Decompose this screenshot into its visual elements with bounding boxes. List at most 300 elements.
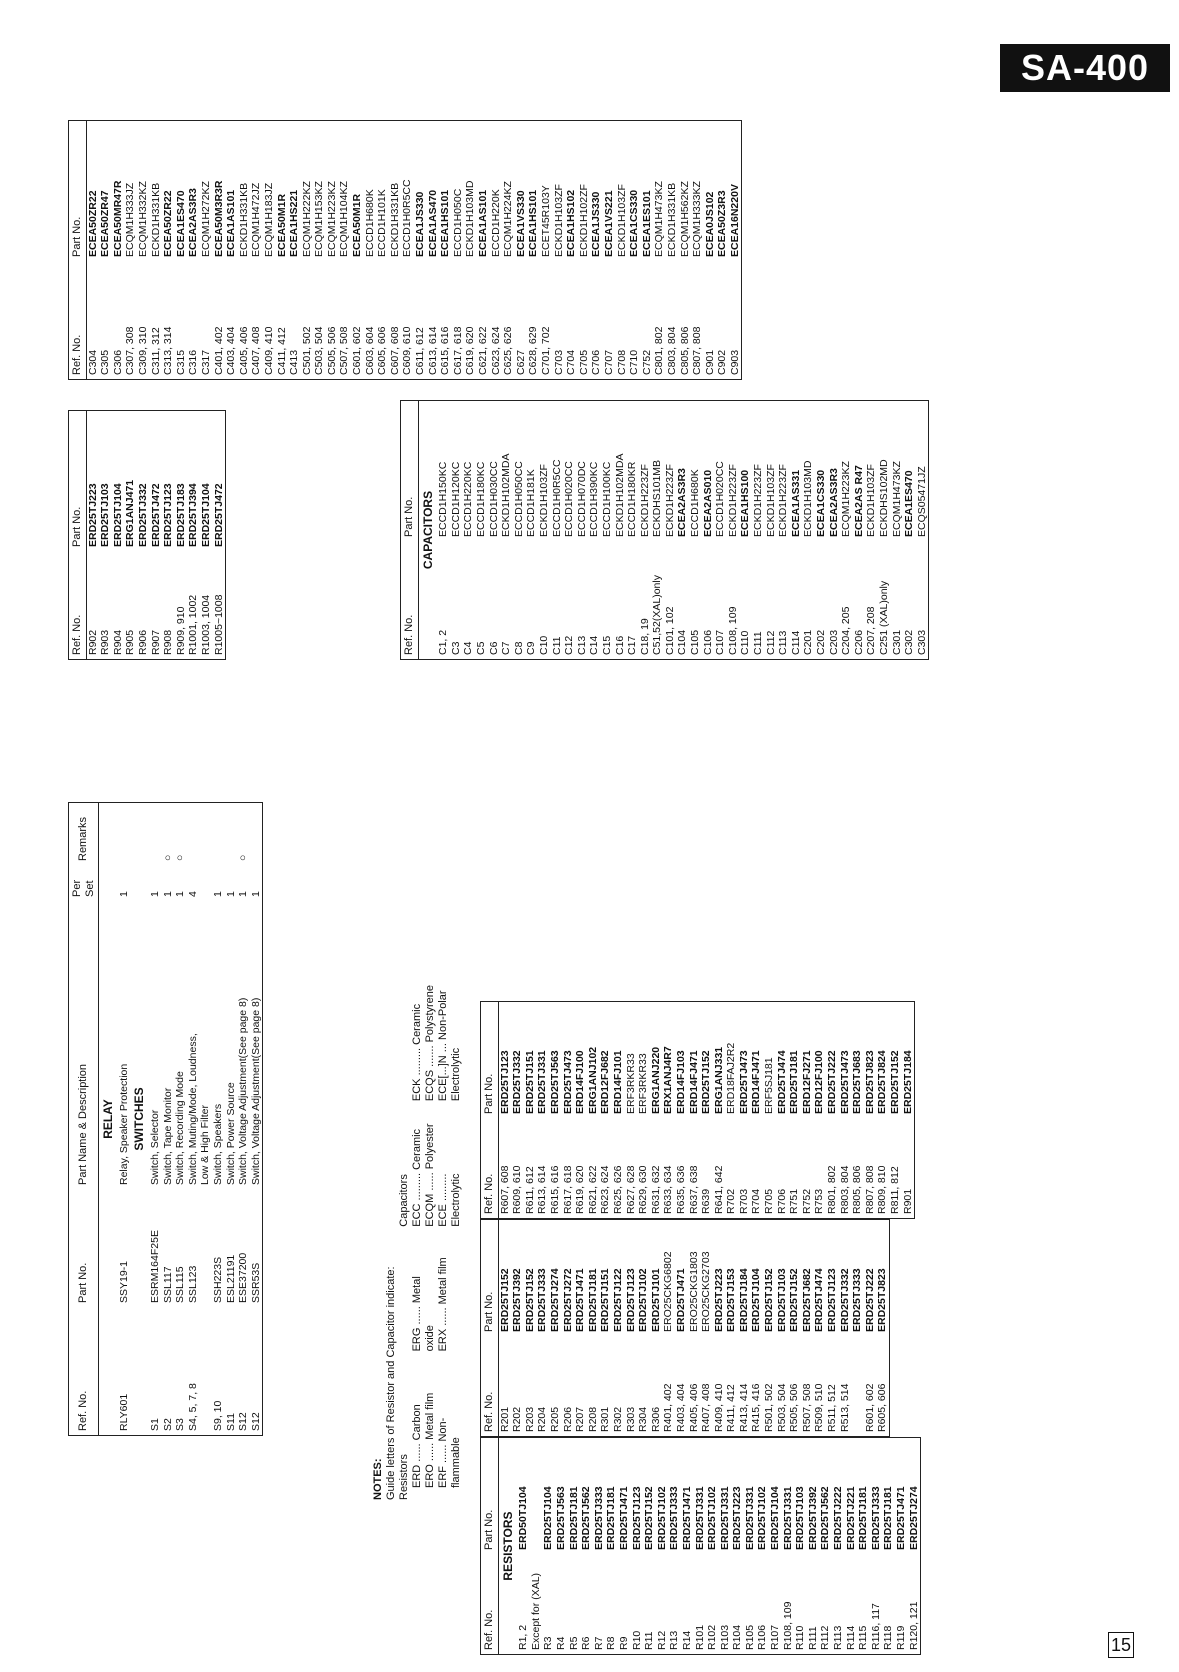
col-ref: Ref. No. (69, 1307, 99, 1436)
col-ref: Ref. No. (69, 261, 87, 380)
table-row (580, 1438, 593, 1655)
table-row (549, 1220, 562, 1437)
part-no: ECQM1H332KZ (136, 181, 149, 257)
ref-no: R901 (901, 1188, 914, 1214)
ref-no: C413 (288, 349, 301, 375)
part-no: ECQM1H562KZ (678, 181, 691, 257)
ref-no: C503, 504 (313, 326, 326, 375)
col-ref: Ref. No. (69, 551, 87, 660)
r900-table (68, 410, 226, 660)
part-no: ECQM1H183JZ (262, 182, 275, 257)
ref-no: C807, 808 (691, 326, 704, 375)
part-no: ECCD1H120KC (449, 461, 462, 537)
part-no: SSL117 (161, 1266, 174, 1303)
ref-no: C113 (777, 630, 790, 655)
ref-no: C16 (613, 635, 626, 655)
part-no: ECEA1ES101 (640, 190, 653, 257)
part-no: ECEA50M1R (351, 193, 364, 257)
part-no: ERD25TJ104 (111, 483, 124, 547)
table-row (538, 401, 551, 660)
part-no: ERD25TJ221 (844, 1486, 857, 1550)
ref-no: C112 (764, 630, 777, 655)
part-no: ECCD1H100KC (600, 461, 613, 537)
ref-no: C104 (676, 629, 689, 655)
ref-no: C202 (815, 629, 827, 655)
part-no: ESE37200 (237, 1252, 250, 1303)
part-no: ERD25TJ181 (567, 1486, 580, 1550)
remarks: ○ (161, 854, 174, 861)
per-set: 4 (186, 891, 199, 897)
table-row (490, 121, 503, 380)
ref-no: C201 (802, 629, 815, 655)
remarks (149, 803, 162, 866)
per-set: 1 (117, 891, 130, 897)
ref-no: R611, 612 (523, 1166, 536, 1214)
col-part: Part No. (401, 401, 419, 542)
ref-no: C108, 109 (726, 606, 739, 655)
table-row (517, 1438, 530, 1655)
table-row (124, 411, 137, 660)
part-no: ERX1ANJ4R7 (662, 1046, 675, 1114)
ref-no: C4 (462, 641, 475, 655)
ref-no: C607, 608 (388, 326, 401, 375)
ref-no: R306 (649, 1406, 662, 1432)
table-row (688, 1220, 701, 1437)
per-set: 1 (237, 891, 250, 897)
per-set: 1 (211, 891, 224, 897)
ref-no: R702 (725, 1188, 738, 1214)
notes-block (372, 940, 463, 1500)
table-row (826, 1002, 839, 1219)
part-no: ECQM1H104KZ (338, 181, 351, 257)
table-row (782, 1438, 795, 1655)
part-no: ECKD1H102MDA (613, 453, 626, 537)
ref-no: R609, 610 (511, 1165, 524, 1214)
ref-no: C303 (915, 629, 928, 655)
resistors-title: RESISTORS (500, 1511, 515, 1581)
ref-no: C306 (111, 349, 124, 375)
table-row (776, 1220, 789, 1437)
part-no: ECKD1H223ZF (777, 464, 790, 537)
description: Switch, Recording Mode (174, 1071, 187, 1185)
part-no: ECEA1AS101 (477, 189, 489, 257)
table-row (187, 121, 200, 380)
part-no: ECKDHS102MD (877, 459, 890, 537)
part-no: ERF5SJ181 (763, 1057, 776, 1114)
note-code: ECC ......... Ceramic (411, 1128, 423, 1227)
ref-no: R302 (611, 1406, 624, 1432)
ref-no: R513, 514 (838, 1383, 851, 1432)
part-no: ECQM1H473KZ (653, 181, 666, 257)
table-row (675, 1220, 688, 1437)
table-row (882, 1438, 895, 1655)
ref-no: R635, 636 (674, 1165, 687, 1214)
part-no: ECCD1H390KC (588, 461, 601, 537)
part-no: ERD25TJ472 (212, 483, 225, 547)
ref-no: C615, 616 (439, 326, 452, 375)
table-row (112, 121, 125, 380)
part-no: ERD25TJ333 (592, 1486, 605, 1550)
part-no: ERD25TJ472 (149, 483, 162, 547)
ref-no: R908 (162, 629, 175, 655)
ref-no: C708 (615, 349, 628, 375)
ref-no: R605, 606 (876, 1383, 889, 1432)
table-row (578, 121, 591, 380)
table-row (86, 411, 99, 660)
ref-no: R110 (794, 1625, 807, 1650)
ref-no: R12 (655, 1630, 668, 1650)
part-no: ERD25TJ563 (554, 1486, 567, 1550)
col-part: Part No. (69, 121, 87, 262)
ref-no: R116, 117 (869, 1603, 882, 1650)
table-row (137, 411, 150, 660)
ref-no: C9 (525, 641, 538, 655)
part-no: ECCD1H050C (451, 188, 464, 257)
table-row (750, 1002, 763, 1219)
ref-no: C17 (626, 635, 639, 655)
part-no: ERD25TJ183 (174, 483, 187, 547)
per-set: 1 (249, 891, 262, 897)
part-no: ERD14FJ103 (674, 1050, 687, 1114)
ref-no: R625, 626 (611, 1165, 624, 1214)
table-row (679, 121, 692, 380)
part-no: ERD25TJ152 (498, 1268, 511, 1332)
note-code: ERD ...... Carbon (411, 1404, 423, 1488)
part-no: ECQM1H472JZ (250, 182, 263, 257)
part-no: ERG1ANJ331 (712, 1046, 725, 1114)
table-row (857, 1438, 870, 1655)
table-row (864, 1220, 877, 1437)
ref-no (851, 1336, 864, 1437)
part-no: ERD25TJ123 (624, 1268, 637, 1332)
note-code: ERG ...... Metal oxide (411, 1276, 436, 1352)
part-no: ERD25TJ333 (869, 1486, 882, 1550)
part-no: ECEA50ZR22 (162, 190, 175, 257)
ref-no: R503, 504 (775, 1383, 788, 1432)
table-row (839, 1002, 852, 1219)
table-row (513, 401, 526, 660)
ref-no: C903 (728, 349, 741, 375)
per-set: 1 (224, 891, 237, 897)
ref-no: R3 (542, 1636, 555, 1650)
ref-no: C13 (575, 635, 588, 655)
table-row (752, 401, 765, 660)
table-row (351, 121, 364, 380)
ref-no: C617, 618 (451, 326, 464, 375)
table-row (815, 401, 828, 660)
table-row (719, 1438, 732, 1655)
part-no: ECCD1H020CC (563, 461, 576, 537)
part-no: ERD25TJ103 (775, 1268, 788, 1332)
table-row (643, 1438, 656, 1655)
part-no: ERD12FJ271 (800, 1050, 813, 1114)
table-row (668, 1438, 681, 1655)
ref-no: C15 (600, 635, 613, 655)
table-row (250, 121, 263, 380)
ref-no: C501, 502 (300, 326, 313, 375)
part-no: ECEA1ES470 (174, 190, 187, 257)
table-row (664, 401, 677, 660)
part-no: ECEA1HS101 (439, 189, 452, 257)
table-row (714, 401, 727, 660)
table-row (599, 1002, 612, 1219)
table-row (511, 1220, 524, 1437)
ref-no: R637, 638 (687, 1165, 700, 1214)
part-no: ERD25TJ102 (706, 1486, 719, 1550)
table-row (605, 1438, 618, 1655)
part-no: ECQM1H473KZ (890, 461, 903, 537)
table-row (376, 121, 389, 380)
table-row (590, 121, 603, 380)
ref-no: C801, 802 (653, 326, 666, 375)
table-row (889, 1002, 902, 1219)
part-no: ECEA0JS102 (703, 191, 716, 257)
table-row (551, 401, 564, 660)
ref-no: R8 (605, 1636, 618, 1650)
part-no: ECKD1H331KB (149, 182, 162, 257)
ref-no: C11 (550, 636, 563, 655)
part-no: ERD25TJ152 (523, 1268, 536, 1332)
part-no: ECCD1H020CC (714, 461, 727, 537)
ref-no: R4 (554, 1636, 567, 1650)
table-row (845, 1438, 858, 1655)
ref-no: R703 (737, 1188, 750, 1214)
table-row (213, 411, 226, 660)
ref-no: R101 (693, 1624, 706, 1650)
ref-no: C111 (752, 631, 765, 655)
ref-no: R705 (763, 1188, 776, 1214)
part-no: ERD25TJ181 (857, 1486, 870, 1550)
table-row (118, 803, 131, 1436)
ref-no: R811, 812 (889, 1166, 901, 1214)
part-no: ECEA1VS330 (514, 190, 527, 257)
ref-no: C51,52(XAL)only (651, 575, 664, 655)
table-row (563, 401, 576, 660)
table-row (716, 121, 729, 380)
table-row (175, 411, 188, 660)
part-no: ECKD1H331KB (388, 182, 401, 257)
part-no: ERD25TJ824 (876, 1050, 889, 1114)
table-row (870, 1438, 883, 1655)
part-no: ERD25TJ181 (788, 1050, 801, 1114)
part-no: ECEA1CS330 (628, 189, 641, 257)
part-no: ERD25TJ274 (548, 1268, 561, 1332)
table-row (149, 803, 162, 1436)
table-row (452, 121, 465, 380)
ref-no: R907 (149, 629, 162, 655)
ref-no: R407, 408 (700, 1383, 713, 1432)
part-no: ECEA1HS221 (288, 189, 301, 257)
part-no: ERD25TJ392 (511, 1268, 524, 1332)
table-row (225, 121, 238, 380)
ref-no: R905 (124, 629, 137, 655)
table-row (137, 121, 150, 380)
capacitors-table-2 (68, 120, 742, 380)
ref-no: R112 (819, 1625, 832, 1650)
ref-no: C401, 402 (212, 326, 225, 375)
part-no: ERD25TJ103 (794, 1486, 807, 1550)
ref-no: C609, 610 (401, 326, 414, 375)
part-no: ERD25TJ152 (788, 1268, 801, 1332)
part-no: ECCD1H0R5CC (401, 179, 414, 257)
part-no: ECKD1H223ZF (663, 464, 676, 537)
model-badge: SA-400 (1000, 44, 1170, 92)
table-row (840, 401, 853, 660)
part-no: ERD25TJ332 (136, 483, 149, 547)
ref-no: C203 (827, 629, 840, 655)
table-row (653, 121, 666, 380)
table-row (250, 803, 263, 1436)
part-no: ERD25TJ181 (605, 1486, 618, 1550)
ref-no: C703 (552, 349, 565, 375)
table-row (162, 803, 175, 1436)
table-row (536, 1220, 549, 1437)
col-desc: Part Name & Description (69, 901, 99, 1189)
ref-no: C110 (739, 630, 752, 655)
part-no: ERD14FJ100 (574, 1050, 587, 1114)
ref-no: C7 (500, 641, 513, 655)
part-no: ECKDHS101MB (651, 459, 664, 537)
part-no: SSH223S (211, 1256, 224, 1303)
table-row (903, 401, 916, 660)
table-row (738, 1002, 751, 1219)
table-row (288, 121, 301, 380)
table-row (727, 401, 740, 660)
table-row (891, 401, 904, 660)
ref-no: R207 (574, 1406, 587, 1432)
ref-no: R111 (806, 1626, 819, 1650)
remarks (199, 803, 212, 866)
ref-no: C317 (199, 349, 212, 375)
part-no: ECEA1ES470 (903, 470, 916, 537)
table-row (112, 411, 125, 660)
table-row (238, 121, 251, 380)
ref-no: C411, 412 (275, 327, 288, 375)
part-no: ERD25TJ471 (680, 1486, 693, 1550)
table-row (729, 121, 742, 380)
ref-no: Except for (XAL) (529, 1572, 542, 1650)
table-row (807, 1438, 820, 1655)
table-row (588, 401, 601, 660)
table-row (681, 1438, 694, 1655)
part-no: ERD25TJ331 (718, 1486, 731, 1550)
part-no: ERG1ANJ471 (124, 479, 137, 547)
ref-no: R301 (599, 1406, 612, 1432)
remarks (212, 803, 225, 866)
table-row (713, 1002, 726, 1219)
part-no: ERD25TJ562 (819, 1486, 832, 1550)
part-no: ECQM1H272KZ (199, 181, 212, 257)
part-no: ECKD1H223ZF (752, 464, 765, 537)
table-row (625, 1002, 638, 1219)
table-row (626, 401, 639, 660)
part-no: ECKD1H103ZF (552, 184, 565, 257)
ref-no: C619, 620 (464, 326, 477, 375)
table-row (488, 401, 501, 660)
table-row (676, 401, 689, 660)
part-no: ECEA1AS101 (225, 189, 238, 257)
table-row (851, 1002, 864, 1219)
table-row (540, 121, 553, 380)
table-row (689, 401, 702, 660)
part-no: ERD25TJ222 (826, 1050, 839, 1114)
section-title: RELAY (101, 1099, 116, 1139)
part-no: ERG1ANJ220 (649, 1046, 662, 1114)
table-row (832, 1438, 845, 1655)
ref-no: R14 (680, 1630, 693, 1650)
table-row (212, 803, 225, 1436)
ref-no: R801, 802 (826, 1165, 839, 1214)
part-no: ERD25TJ152 (889, 1050, 901, 1114)
part-no: ERD25TJ181 (586, 1268, 599, 1332)
description: Switch, Muting/Mode, Loudness, (186, 1033, 199, 1185)
ref-no: C901 (703, 349, 716, 375)
part-no: ERD25TJ103 (99, 483, 112, 547)
table-row (612, 1220, 625, 1437)
table-row (641, 121, 654, 380)
table-row (389, 121, 402, 380)
part-no: ERD25TJ823 (876, 1268, 889, 1332)
ref-no: R641, 642 (712, 1165, 725, 1214)
part-no: ECCD1H181K (525, 469, 538, 537)
table-row (769, 1438, 782, 1655)
ref-no: S2 (161, 1418, 174, 1431)
table-row (524, 1002, 537, 1219)
ref-no: R304 (637, 1406, 650, 1432)
part-no: ECEA1HS100 (739, 469, 752, 537)
ref-no: R6 (580, 1636, 593, 1650)
note-code: ECK ......... Ceramic (411, 1003, 423, 1102)
table-row (527, 121, 540, 380)
part-no: SSL123 (186, 1265, 199, 1303)
ref-no: C405, 406 (237, 326, 250, 375)
description: Low & High Filter (199, 1105, 212, 1185)
table-row (702, 401, 715, 660)
part-no: ECQM1H333JZ (124, 182, 137, 257)
part-no: ECQM1H153KZ (313, 181, 326, 257)
part-no: ECEA1CS330 (815, 469, 827, 537)
part-no: ERD50TJ104 (517, 1486, 530, 1550)
table-row (555, 1438, 568, 1655)
part-no: ERD25TJ333 (851, 1268, 864, 1332)
note-code: ECQS ....... Polystyrene (424, 984, 436, 1102)
part-no: ERO25CKG6802 (662, 1251, 675, 1332)
ref-no: R639 (700, 1188, 713, 1214)
part-no: ERD25TJ123 (498, 1050, 511, 1114)
ref-no: C625, 626 (502, 326, 515, 375)
ref-no: R906 (136, 629, 149, 655)
table-row (174, 803, 187, 1436)
table-row (301, 121, 314, 380)
part-no: ECKD1H102MDA (500, 453, 513, 537)
ref-no: R413, 414 (737, 1383, 750, 1432)
ref-no: R507, 508 (800, 1383, 813, 1432)
part-no: ERD25TJ471 (617, 1486, 630, 1550)
part-no: ECEA1JS330 (414, 191, 427, 257)
ref-no: C105 (689, 629, 702, 655)
ref-no: C627 (514, 349, 527, 375)
part-no: ECEA50MR47R (111, 180, 124, 257)
part-no: ERD25TJ394 (187, 483, 200, 547)
ref-no: R629, 630 (637, 1165, 650, 1214)
table-row (187, 803, 200, 1436)
ref-no: R102 (706, 1624, 719, 1650)
part-no: ERD25TJ471 (895, 1486, 907, 1550)
note-code: ECE ......... Electrolytic (437, 1173, 462, 1227)
table-row (725, 1220, 738, 1437)
table-row (439, 121, 452, 380)
remarks: ○ (237, 854, 250, 861)
